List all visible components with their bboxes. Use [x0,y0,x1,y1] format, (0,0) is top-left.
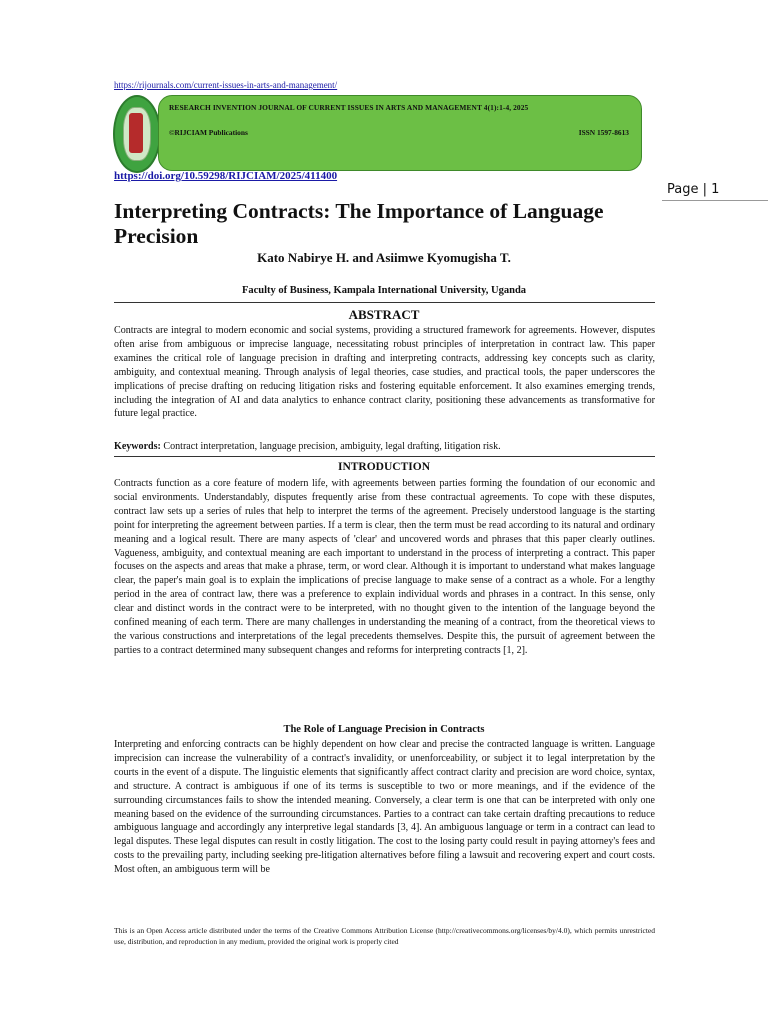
author-affiliation: Faculty of Business, Kampala International University, Uganda [241,285,527,296]
section-text: Interpreting and enforcing contracts can be highly dependent on how clear and precise the contracted language is written. Language imprecision can increase the vulnerability of a contract's invalidity, or unenforceability, or subject it to legal interpretation by the courts in the event of a dispute. The linguistic elements that significantly affect contract clarity and precision are word choice, syntax, and structure. A contract is ambiguous if one of its terms is susceptible to two or more meanings, and if the evidence of the surrounding circumstances fails to show the intended meaning. Conversely, a clear term is one that can be interpreted with only one meaning based on the evidence of the surrounding circumstances. Parties to a contract can take certain drafting precautions to reduce ambiguous language and accordingly any interpretive legal standards [3, 4]. An ambiguous language or term in a contract can lead to legal disputes. These legal disputes can result in costly litigation. The cost to the losing party could result in paying attorney's fees and costs to the prevailing party, including seeking pre-litigation alternatives before filing a lawsuit and recovering expert and court costs. Most often, an ambiguous term will be [114,739,655,876]
introduction-text: Contracts function as a core feature of modern life, with agreements between parties forming the foundation of our economic and social environments. Understandably, disputes frequently arise from these contractual agreements. To cope with these disputes, contract law sets up a series of rules that help to interpret the terms of the agreement. Precisely understood language is the starting point for interpreting the agreement between parties. If a term is clear, then the term must be read according to its natural and ordinary meaning and a logical result. There are many aspects of 'clear' and uncovered words and phrases that this paper clearly outlines. Vagueness, ambiguity, and contextual meaning are each important to understand in the process of interpreting a contract. This paper focuses on the aspects and areas that make a phrase, term, or word clear. Although it is important to understand what makes language clear, the paper's main goal is to explain the implications of precise language to make sense of a contract as a whole. For a lengthy period in the area of contract law, there was a preference to explain individual words and phrases in a contract. In this sense, only clear and distinct words in the contract were to be interpreted, with no thought given to the intention of the language beyond the confined meaning of each term. There are many challenges in understanding the meaning of a contract, from the theoretical views to the various constructions and interpretations of the legal precedents themselves. Despite this, the pursuit of agreement between the parties to a contract determined many subsequent changes and reforms for interpreting contracts [1, 2]. [114,478,655,656]
journal-name: RESEARCH INVENTION JOURNAL OF CURRENT ISSUES IN ARTS AND MANAGEMENT 4(1):1-4, 2025 [169,103,529,112]
page-number-rule [662,200,768,201]
keywords-text: Contract interpretation, language precision, ambiguity, legal drafting, litigation risk. [163,441,501,452]
journal-logo [113,95,161,173]
license-footnote: This is an Open Access article distributed under the terms of the Creative Commons Attribution License (http://creativecommons.org/licenses/by/4.0), which permits unrestricted use, distribution, and reproduction in any medium, provided the original work is properly cited [114,926,655,946]
journal-url-link[interactable]: https://rijournals.com/current-issues-in-arts-and-management/ [114,80,338,90]
divider [114,456,655,457]
keywords-line [114,440,655,454]
article-authors: Kato Nabirye H. and Asiimwe Kyomugisha T. [257,250,511,265]
section-heading: The Role of Language Precision in Contracts [283,724,485,735]
journal-banner [158,95,642,171]
article-title: Interpreting Contracts: The Importance of Language Precision [114,199,604,248]
doi-link[interactable]: https://doi.org/10.59298/RIJCIAM/2025/411400 [114,170,338,182]
divider [114,302,655,303]
introduction-heading: INTRODUCTION [337,461,430,473]
publisher-label: ©RIJCIAM Publications [169,128,248,137]
abstract-heading: ABSTRACT [348,307,420,322]
page-number: Page | 1 [667,182,720,197]
abstract-text: Contracts are integral to modern economic and social systems, providing a structured framework for agreements. However, disputes often arise from ambiguous or imprecise language, necessitating robust principles of interpretation in contract law. This paper examines the critical role of language precision in drafting and interpreting contracts, addressing key concepts such as clarity, ambiguity, and contextual meaning. Through analysis of legal theories, case studies, and practical tools, the paper underscores the implications of precise drafting on reducing litigation risks and fostering equitable enforcement. It also examines emerging trends, including the integration of AI and data analytics to enhance contract clarity, positioning these advancements as transformative for future legal practice. [114,325,655,420]
keywords-label: Keywords: [114,441,161,452]
issn-label: ISSN 1597-8613 [578,128,629,137]
